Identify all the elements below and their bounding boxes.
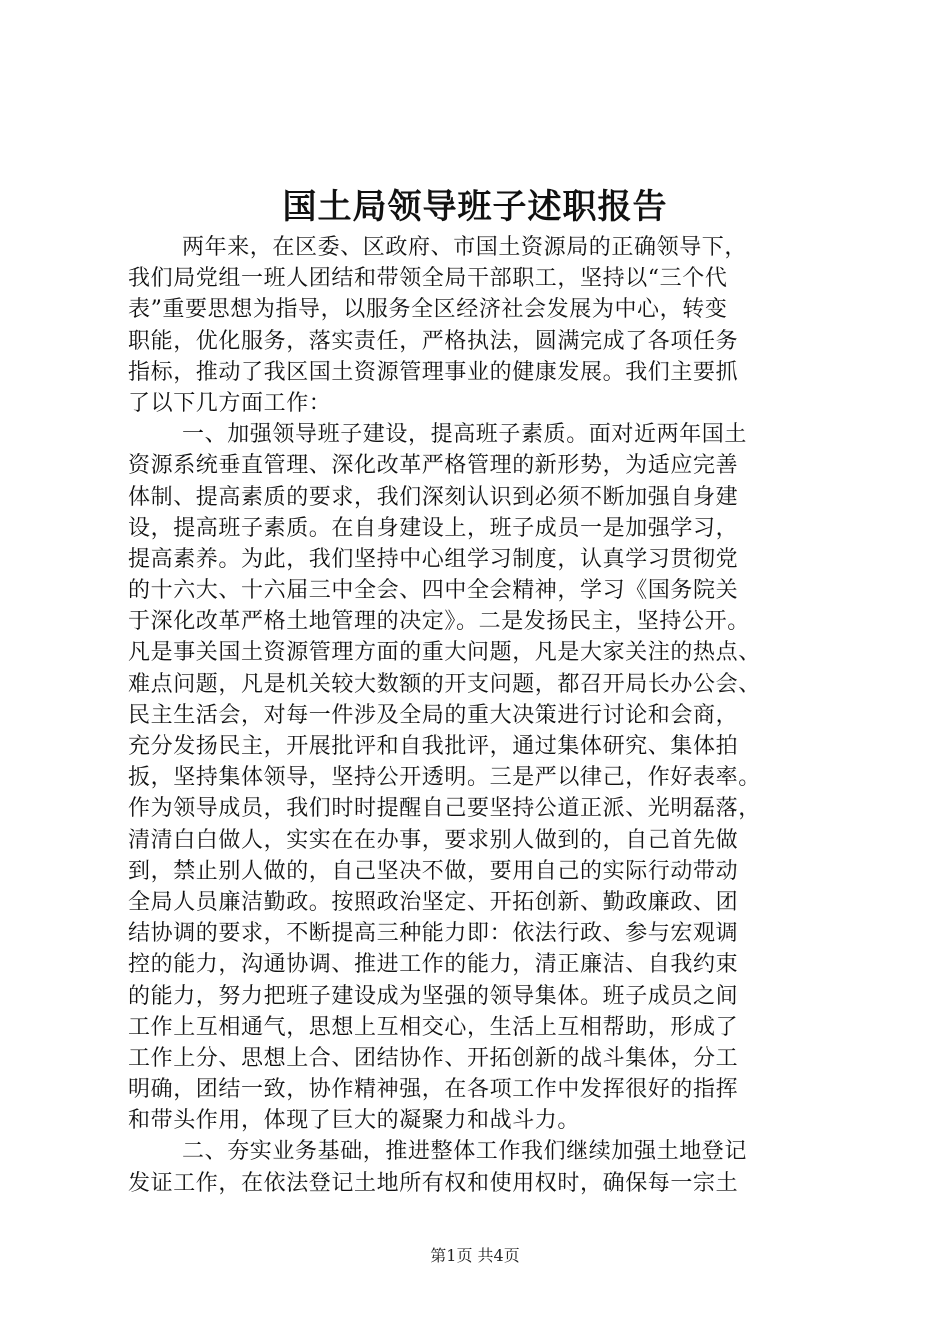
document-body	[128, 232, 828, 1199]
text-line: 发证工作，在依法登记土地所有权和使用权时，确保每一宗土	[128, 1170, 739, 1196]
text-line: 难点问题，凡是机关较大数额的开支问题，都召开局长办公会、	[128, 671, 761, 697]
text-line: 两年来，在区委、区政府、市国土资源局的正确领导下，	[182, 235, 748, 260]
text-line: 清清白白做人，实实在在办事，要求别人做到的，自己首先做	[128, 827, 739, 853]
text-line: 指标，推动了我区国土资源管理事业的健康发展。我们主要抓	[128, 359, 739, 385]
text-line: 的十六大、十六届三中全会、四中全会精神，学习《国务院关	[128, 578, 739, 604]
text-line: 了以下几方面工作：	[128, 390, 332, 416]
document-title: 国土局领导班子述职报告	[282, 187, 668, 227]
text-line: 一、加强领导班子建设，提高班子素质。面对近两年国土	[182, 422, 748, 448]
text-line: 到，禁止别人做的，自己坚决不做，要用自己的实际行动带动	[128, 858, 739, 884]
text-line: 我们局党组一班人团结和带领全局干部职工，坚持以“三个代	[128, 266, 728, 292]
text-line: 提高素养。为此，我们坚持中心组学习制度，认真学习贯彻党	[128, 546, 739, 572]
text-line: 作为领导成员，我们时时提醒自己要坚持公道正派、光明磊落，	[128, 796, 761, 822]
text-line: 工作上分、思想上合、团结协作、开拓创新的战斗集体，分工	[128, 1045, 739, 1071]
text-line: 设，提高班子素质。在自身建设上，班子成员一是加强学习，	[128, 515, 739, 541]
text-line: 凡是事关国土资源管理方面的重大问题，凡是大家关注的热点、	[128, 640, 761, 666]
text-line: 和带头作用，体现了巨大的凝聚力和战斗力。	[128, 1108, 581, 1134]
text-line: 结协调的要求，不断提高三种能力即：依法行政、参与宏观调	[128, 921, 739, 947]
text-line: 明确，团结一致，协作精神强，在各项工作中发挥很好的指挥	[128, 1077, 739, 1103]
text-line: 表”重要思想为指导，以服务全区经济社会发展为中心，转变	[128, 297, 728, 323]
text-line: 二、夯实业务基础，推进整体工作我们继续加强土地登记	[182, 1139, 748, 1165]
text-line: 民主生活会，对每一件涉及全局的重大决策进行讨论和会商，	[128, 702, 739, 728]
text-line: 体制、提高素质的要求，我们深刻认识到必须不断加强自身建	[128, 484, 739, 510]
text-line: 充分发扬民主，开展批评和自我批评，通过集体研究、集体拍	[128, 734, 739, 759]
text-line: 于深化改革严格土地管理的决定》。二是发扬民主，坚持公开。	[128, 609, 750, 635]
text-line: 扳，坚持集体领导，坚持公开透明。三是严以律己，作好表率。	[128, 765, 761, 791]
page-footer: 第1页 共4页	[430, 1246, 520, 1265]
text-line: 资源系统垂直管理、深化改革严格管理的新形势，为适应完善	[128, 453, 739, 479]
text-line: 职能，优化服务，落实责任，严格执法，圆满完成了各项任务	[128, 328, 739, 354]
text-line: 的能力，努力把班子建设成为坚强的领导集体。班子成员之间	[128, 983, 739, 1009]
text-line: 工作上互相通气，思想上互相交心，生活上互相帮助，形成了	[128, 1014, 739, 1040]
text-line: 全局人员廉洁勤政。按照政治坚定、开拓创新、勤政廉政、团	[128, 889, 739, 915]
text-line: 控的能力，沟通协调、推进工作的能力，清正廉洁、自我约束	[128, 952, 739, 978]
